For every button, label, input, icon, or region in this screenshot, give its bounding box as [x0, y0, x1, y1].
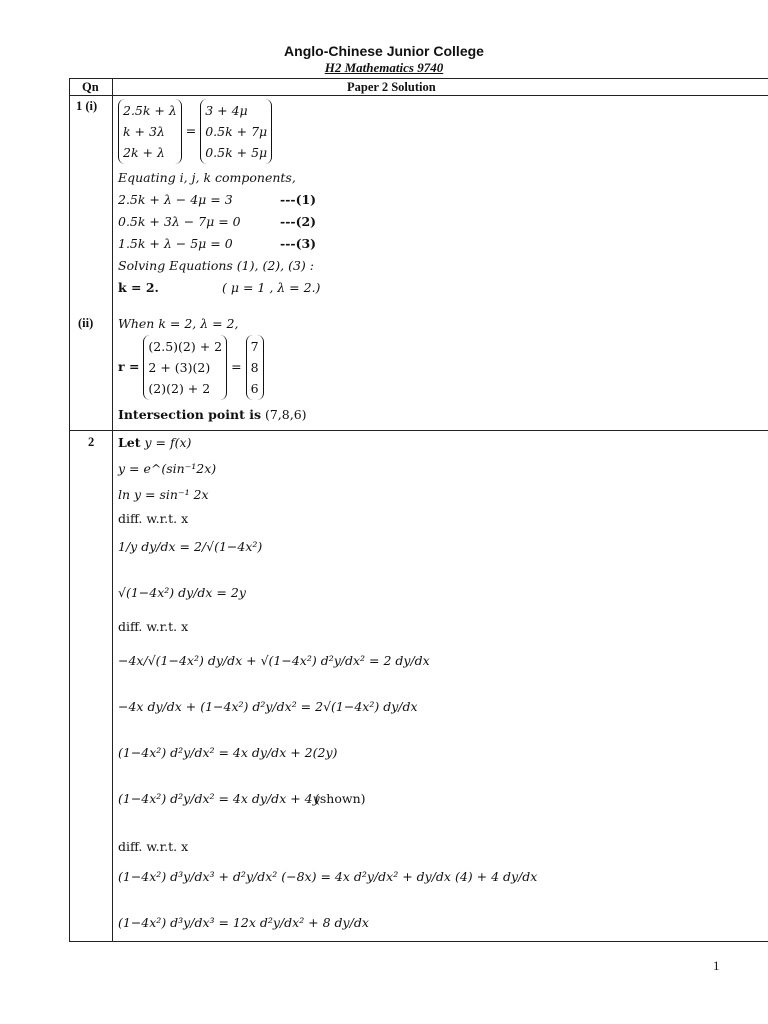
k-result: k = 2. — [118, 280, 159, 295]
mu-lambda-result: ( μ = 1 , λ = 2.) — [222, 280, 321, 295]
intersection-line: Intersection point is (7,8,6) — [118, 407, 307, 422]
column-divider — [112, 79, 113, 941]
school-name: Anglo-Chinese Junior College — [284, 43, 484, 59]
r-column-vector: (2.5)(2) + 2 2 + (3)(2) (2)(2) + 2 — [143, 335, 227, 400]
equation-tag-2: ---(2) — [280, 214, 317, 229]
subject-title: H2 Mathematics 9740 — [324, 60, 444, 75]
header-row-divider — [70, 95, 768, 96]
second-derivative-result: (1−4x²) d²y/dx² = 4x dy/dx + 2(2y) — [118, 745, 338, 760]
diff-label-1: diff. w.r.t. x — [118, 511, 189, 526]
position-vector-r: r = (2.5)(2) + 2 2 + (3)(2) (2)(2) + 2 = 7 8 6 — [118, 335, 264, 400]
let-line: Let y = f(x) — [118, 435, 192, 450]
vector-equation: 2.5k + λ k + 3λ 2k + λ = 3 + 4μ 0.5k + 7μ 0.5k + 5μ — [118, 99, 272, 164]
right-column-vector: 3 + 4μ 0.5k + 7μ 0.5k + 5μ — [200, 99, 272, 164]
exponential-definition: y = e^(sin⁻¹2x) — [118, 461, 217, 476]
second-derivative-equation: −4x/√(1−4x²) dy/dx + √(1−4x²) d²y/dx² = 2 dy/dx — [118, 653, 430, 668]
solving-text: Solving Equations (1), (2), (3) : — [118, 258, 314, 273]
third-derivative-equation: (1−4x²) d³y/dx³ + d²y/dx² (−8x) = 4x d²y/dx² + dy/dx (4) + 4 dy/dx — [118, 869, 538, 884]
log-equation: ln y = sin⁻¹ 2x — [118, 487, 209, 502]
page-number: 1 — [713, 958, 720, 973]
shown-equation: (1−4x²) d²y/dx² = 4x dy/dx + 4y — [118, 791, 320, 806]
equation-3: 1.5k + λ − 5μ = 0 — [118, 236, 233, 251]
question-label-2: 2 — [88, 435, 95, 449]
question-label-1i: 1 (i) — [76, 99, 98, 113]
second-derivative-simplified: −4x dy/dx + (1−4x²) d²y/dx² = 2√(1−4x²) dy/dx — [118, 699, 418, 714]
diff-label-2: diff. w.r.t. x — [118, 619, 189, 634]
question-row-divider — [70, 430, 768, 431]
when-text: When k = 2, λ = 2, — [118, 316, 239, 331]
first-derivative-equation: 1/y dy/dx = 2/√(1−4x²) — [118, 539, 263, 554]
r-result-vector: 7 8 6 — [246, 335, 264, 400]
equation-1: 2.5k + λ − 4μ = 3 — [118, 192, 233, 207]
column-header-solution: Paper 2 Solution — [347, 80, 436, 94]
equation-tag-3: ---(3) — [280, 236, 317, 251]
question-label-1ii: (ii) — [78, 316, 94, 330]
column-header-qn: Qn — [82, 80, 99, 94]
equating-text: Equating i, j, k components, — [118, 170, 296, 185]
diff-label-3: diff. w.r.t. x — [118, 839, 189, 854]
equation-2: 0.5k + 3λ − 7μ = 0 — [118, 214, 241, 229]
third-derivative-result: (1−4x²) d³y/dx³ = 12x d²y/dx² + 8 dy/dx — [118, 915, 369, 930]
equation-tag-1: ---(1) — [280, 192, 317, 207]
shown-label: (shown) — [315, 791, 366, 806]
left-column-vector: 2.5k + λ k + 3λ 2k + λ — [118, 99, 182, 164]
solution-table — [69, 78, 768, 942]
rearranged-first-derivative: √(1−4x²) dy/dx = 2y — [118, 585, 246, 600]
